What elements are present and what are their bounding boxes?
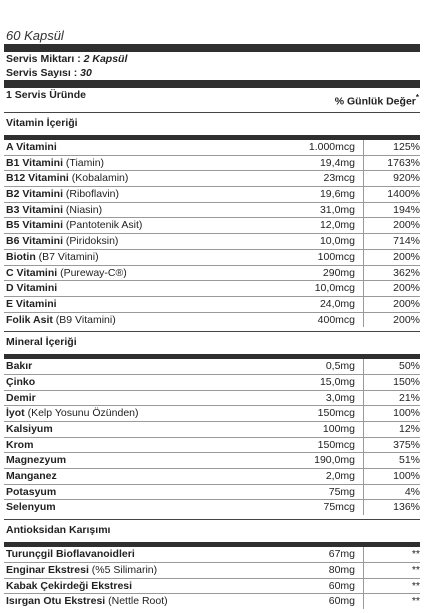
nutrient-daily-value: 100% bbox=[393, 407, 420, 420]
nutrient-amount: 10,0mcg bbox=[275, 281, 364, 296]
nutrient-label: B2 Vitamini bbox=[6, 188, 63, 201]
nutrient-detail: (B7 Vitamini) bbox=[35, 250, 99, 263]
table-row bbox=[4, 249, 420, 265]
nutrient-name bbox=[4, 359, 275, 374]
nutrient-label: Selenyum bbox=[6, 501, 56, 514]
nutrient-label: D Vitamini bbox=[6, 282, 58, 295]
serving-count-value: 30 bbox=[80, 67, 92, 79]
table-row bbox=[4, 593, 420, 609]
nutrient-amount: 19,6mg bbox=[275, 187, 364, 202]
nutrient-daily-value: 194% bbox=[393, 203, 420, 216]
table-row bbox=[4, 155, 420, 171]
serving-size-value: 2 Kapsül bbox=[83, 53, 128, 65]
nutrient-name bbox=[4, 234, 275, 249]
nutrient-name bbox=[4, 579, 275, 594]
table-row bbox=[4, 296, 420, 312]
daily-value-text: % Günlük Değer bbox=[334, 95, 416, 108]
table-row bbox=[4, 265, 420, 281]
nutrient-detail: (Kelp Yosunu Özünden) bbox=[24, 407, 139, 420]
daily-value-label bbox=[335, 93, 419, 108]
nutrient-daily-value: 920% bbox=[393, 172, 420, 185]
serving-size bbox=[0, 52, 424, 66]
section-rows bbox=[0, 140, 424, 327]
nutrient-name bbox=[4, 187, 275, 202]
nutrient-amount: 290mg bbox=[275, 266, 364, 281]
nutrient-name bbox=[4, 453, 275, 468]
nutrient-name bbox=[4, 438, 275, 453]
table-row bbox=[4, 359, 420, 374]
table-row bbox=[4, 233, 420, 249]
table-row bbox=[4, 312, 420, 328]
section-rows bbox=[0, 359, 424, 515]
nutrient-amount: 19,4mg bbox=[275, 156, 364, 171]
table-row bbox=[4, 499, 420, 515]
nutrient-name bbox=[4, 485, 275, 500]
nutrient-name bbox=[4, 563, 275, 578]
nutrient-daily-value: 200% bbox=[393, 313, 420, 326]
nutrient-amount: 150mcg bbox=[275, 438, 364, 453]
nutrient-name bbox=[4, 391, 275, 406]
nutrient-amount: 80mg bbox=[275, 563, 364, 578]
nutrient-amount: 75mg bbox=[275, 485, 364, 500]
table-header bbox=[0, 88, 424, 112]
nutrient-label: C Vitamini bbox=[6, 266, 58, 279]
nutrient-amount: 24,0mg bbox=[275, 297, 364, 312]
table-row bbox=[4, 468, 420, 484]
section-title: Mineral İçeriği bbox=[4, 331, 420, 354]
nutrient-detail: (Tiamin) bbox=[63, 156, 105, 169]
nutrient-name bbox=[4, 500, 275, 515]
nutrient-label: Turunçgil Bioflavanoidleri bbox=[6, 548, 135, 561]
nutrient-label: B1 Vitamini bbox=[6, 156, 63, 169]
nutrient-daily-value: 125% bbox=[393, 141, 420, 153]
nutrient-label: E Vitamini bbox=[6, 297, 57, 310]
section-title: Antioksidan Karışımı bbox=[4, 519, 420, 542]
nutrient-amount: 0,5mg bbox=[275, 359, 364, 374]
nutrient-label: B6 Vitamini bbox=[6, 235, 63, 248]
product-count-caption: 60 Kapsül bbox=[6, 28, 64, 43]
serving-size-label: Servis Miktarı : bbox=[6, 53, 81, 65]
nutrient-daily-value: ** bbox=[411, 579, 420, 592]
sections-container bbox=[0, 112, 424, 613]
nutrient-amount: 60mg bbox=[275, 594, 364, 609]
nutrient-label: B12 Vitamini bbox=[6, 172, 69, 185]
nutrient-detail: (Pureway-C®) bbox=[57, 266, 127, 279]
nutrient-daily-value: ** bbox=[411, 563, 420, 576]
nutrient-amount: 23mcg bbox=[275, 171, 364, 186]
table-row bbox=[4, 217, 420, 233]
nutrient-name bbox=[4, 547, 275, 562]
per-serving-label: 1 Servis Üründe bbox=[6, 89, 86, 101]
nutrient-detail: (B9 Vitamini) bbox=[52, 313, 116, 326]
table-row bbox=[4, 202, 420, 218]
section-title: Vitamin İçeriği bbox=[4, 112, 420, 135]
nutrient-amount: 2,0mg bbox=[275, 469, 364, 484]
serving-count bbox=[0, 66, 424, 80]
nutrient-name bbox=[4, 156, 275, 171]
table-row bbox=[4, 170, 420, 186]
nutrient-amount: 67mg bbox=[275, 547, 364, 562]
nutrient-name bbox=[4, 422, 275, 437]
top-thick-rule bbox=[4, 44, 420, 52]
nutrient-daily-value: 4% bbox=[404, 485, 420, 498]
table-row bbox=[4, 421, 420, 437]
nutrient-label: Çinko bbox=[6, 375, 36, 388]
nutrient-label: Potasyum bbox=[6, 485, 57, 498]
nutrient-amount: 60mg bbox=[275, 579, 364, 594]
table-row bbox=[4, 186, 420, 202]
table-row bbox=[4, 562, 420, 578]
nutrient-amount: 1.000mcg bbox=[275, 140, 364, 155]
nutrient-detail: (Piridoksin) bbox=[63, 235, 119, 248]
daily-value-mark: * bbox=[415, 93, 419, 102]
nutrient-daily-value: 12% bbox=[398, 423, 420, 435]
nutrient-amount: 12,0mg bbox=[275, 218, 364, 233]
nutrient-name bbox=[4, 313, 275, 328]
nutrient-amount: 15,0mg bbox=[275, 375, 364, 390]
nutrient-name bbox=[4, 297, 275, 312]
table-row bbox=[4, 140, 420, 155]
nutrient-name bbox=[4, 218, 275, 233]
nutrient-daily-value: 50% bbox=[398, 360, 420, 373]
nutrient-amount: 150mcg bbox=[275, 406, 364, 421]
table-row bbox=[4, 578, 420, 594]
nutrient-detail: (Kobalamin) bbox=[68, 172, 129, 185]
nutrient-daily-value: 375% bbox=[393, 438, 420, 451]
table-row bbox=[4, 374, 420, 390]
nutrient-daily-value: 200% bbox=[393, 219, 420, 232]
nutrient-label: Kalsiyum bbox=[6, 423, 53, 435]
nutrient-name bbox=[4, 469, 275, 484]
nutrient-daily-value: 51% bbox=[398, 454, 420, 467]
nutrient-label: Kabak Çekirdeği Ekstresi bbox=[6, 579, 133, 592]
nutrient-label: Folik Asit bbox=[6, 313, 53, 326]
nutrient-label: İyot bbox=[6, 407, 25, 420]
table-row bbox=[4, 390, 420, 406]
nutrient-daily-value: 200% bbox=[393, 297, 420, 310]
table-row bbox=[4, 547, 420, 562]
nutrient-amount: 100mcg bbox=[275, 250, 364, 265]
nutrient-detail: (%5 Silimarin) bbox=[88, 563, 158, 576]
nutrient-daily-value: 1763% bbox=[387, 156, 420, 169]
nutrient-name bbox=[4, 406, 275, 421]
nutrient-amount: 10,0mg bbox=[275, 234, 364, 249]
nutrient-amount: 75mcg bbox=[275, 500, 364, 515]
nutrient-label: Biotin bbox=[6, 250, 36, 263]
nutrient-label: Demir bbox=[6, 391, 36, 404]
nutrient-daily-value: 362% bbox=[393, 266, 420, 279]
nutrient-daily-value: 21% bbox=[398, 391, 420, 404]
nutrient-detail: (Riboflavin) bbox=[63, 188, 120, 201]
nutrient-daily-value: ** bbox=[411, 548, 420, 561]
nutrient-label: B3 Vitamini bbox=[6, 203, 63, 216]
nutrient-label: Magnezyum bbox=[6, 454, 67, 467]
nutrient-label: Isırgan Otu Ekstresi bbox=[6, 595, 106, 608]
nutrient-amount: 190,0mg bbox=[275, 453, 364, 468]
nutrient-detail: (Pantotenik Asit) bbox=[63, 219, 143, 232]
nutrient-daily-value: 150% bbox=[393, 375, 420, 388]
nutrient-name bbox=[4, 140, 275, 155]
nutrient-amount: 31,0mg bbox=[275, 203, 364, 218]
nutrient-label: Enginar Ekstresi bbox=[6, 563, 89, 576]
nutrient-name bbox=[4, 250, 275, 265]
nutrition-facts-table bbox=[0, 44, 424, 608]
nutrient-label: Bakır bbox=[6, 360, 33, 373]
table-row bbox=[4, 452, 420, 468]
nutrient-amount: 400mcg bbox=[275, 313, 364, 328]
nutrient-name bbox=[4, 266, 275, 281]
nutrient-name bbox=[4, 281, 275, 296]
nutrient-daily-value: 714% bbox=[393, 235, 420, 248]
table-row bbox=[4, 280, 420, 296]
nutrient-label: Manganez bbox=[6, 470, 57, 483]
nutrient-name bbox=[4, 203, 275, 218]
table-row bbox=[4, 405, 420, 421]
nutrient-daily-value: 200% bbox=[393, 250, 420, 263]
nutrient-name bbox=[4, 375, 275, 390]
table-row bbox=[4, 437, 420, 453]
nutrient-name bbox=[4, 171, 275, 186]
nutrient-daily-value: 136% bbox=[393, 501, 420, 514]
table-row bbox=[4, 484, 420, 500]
section-rows bbox=[0, 547, 424, 609]
nutrient-daily-value: 200% bbox=[393, 282, 420, 295]
nutrient-label: A Vitamini bbox=[6, 141, 57, 153]
nutrient-amount: 100mg bbox=[275, 422, 364, 437]
nutrient-daily-value: 100% bbox=[393, 470, 420, 483]
nutrient-label: Krom bbox=[6, 438, 34, 451]
section-spacer bbox=[0, 609, 424, 613]
serving-count-label: Servis Sayısı : bbox=[6, 67, 78, 79]
nutrient-detail: (Nettle Root) bbox=[105, 595, 168, 608]
nutrient-daily-value: 1400% bbox=[387, 188, 420, 201]
nutrient-name bbox=[4, 594, 275, 609]
nutrient-amount: 3,0mg bbox=[275, 391, 364, 406]
nutrient-detail: (Niasin) bbox=[63, 203, 103, 216]
serving-thick-rule bbox=[4, 80, 420, 88]
nutrient-daily-value: ** bbox=[411, 595, 420, 608]
nutrient-label: B5 Vitamini bbox=[6, 219, 63, 232]
